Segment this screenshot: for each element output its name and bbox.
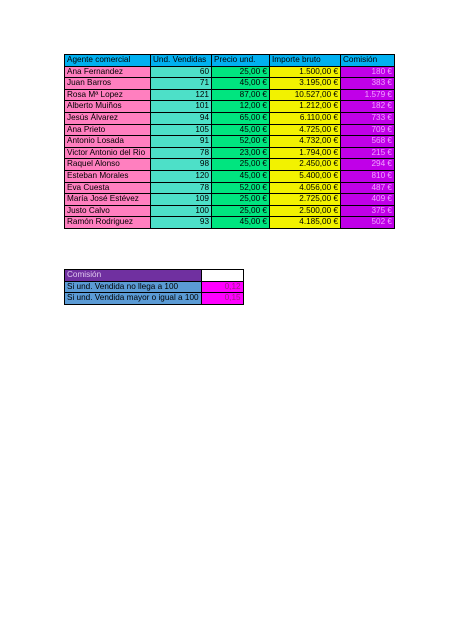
cell-gross[interactable]: 2.725,00 € <box>270 194 341 206</box>
cell-gross[interactable]: 3.195,00 € <box>270 78 341 90</box>
commission-rate-table <box>64 269 244 305</box>
cell-units[interactable]: 78 <box>151 182 212 194</box>
cell-units[interactable]: 78 <box>151 147 212 159</box>
cell-price[interactable]: 25,00 € <box>212 194 270 206</box>
table-row <box>65 170 395 182</box>
commission-rate-row <box>65 293 244 305</box>
cell-commission[interactable]: 733 € <box>341 112 395 124</box>
cell-units[interactable]: 94 <box>151 112 212 124</box>
cell-price[interactable]: 12,00 € <box>212 101 270 113</box>
cell-price[interactable]: 45,00 € <box>212 217 270 229</box>
table-row <box>65 112 395 124</box>
cell-units[interactable]: 60 <box>151 66 212 78</box>
cell-gross[interactable]: 1.794,00 € <box>270 147 341 159</box>
cell-gross[interactable]: 2.500,00 € <box>270 205 341 217</box>
cell-commission[interactable]: 383 € <box>341 78 395 90</box>
cell-units[interactable]: 109 <box>151 194 212 206</box>
cell-agent[interactable]: Raquel Alonso <box>65 159 151 171</box>
cell-commission[interactable]: 215 € <box>341 147 395 159</box>
cell-gross[interactable]: 6.110,00 € <box>270 112 341 124</box>
table-row <box>65 147 395 159</box>
header-commission[interactable]: Comisión <box>341 55 395 67</box>
cell-agent[interactable]: María José Estévez <box>65 194 151 206</box>
rate-label-100-or-more[interactable]: Si und. Vendida mayor o igual a 100 <box>65 293 202 305</box>
cell-agent[interactable]: Ana Fernandez <box>65 66 151 78</box>
cell-commission[interactable]: 182 € <box>341 101 395 113</box>
cell-price[interactable]: 45,00 € <box>212 170 270 182</box>
cell-units[interactable]: 98 <box>151 159 212 171</box>
cell-price[interactable]: 25,00 € <box>212 159 270 171</box>
cell-agent[interactable]: Alberto Muiños <box>65 101 151 113</box>
cell-agent[interactable]: Eva Cuesta <box>65 182 151 194</box>
commission-rate-row <box>65 281 244 293</box>
cell-price[interactable]: 25,00 € <box>212 205 270 217</box>
cell-gross[interactable]: 4.185,00 € <box>270 217 341 229</box>
header-gross[interactable]: Importe bruto <box>270 55 341 67</box>
cell-gross[interactable]: 1.500,00 € <box>270 66 341 78</box>
cell-commission[interactable]: 375 € <box>341 205 395 217</box>
cell-commission[interactable]: 709 € <box>341 124 395 136</box>
cell-price[interactable]: 23,00 € <box>212 147 270 159</box>
cell-commission[interactable]: 810 € <box>341 170 395 182</box>
table-row <box>65 66 395 78</box>
cell-units[interactable]: 100 <box>151 205 212 217</box>
rate-value-below-100[interactable]: 0,12 <box>201 281 243 293</box>
cell-price[interactable]: 52,00 € <box>212 182 270 194</box>
commission-rate-header[interactable]: Comisión <box>65 270 202 282</box>
cell-gross[interactable]: 4.725,00 € <box>270 124 341 136</box>
rate-label-below-100[interactable]: Si und. Vendida no llega a 100 <box>65 281 202 293</box>
cell-price[interactable]: 45,00 € <box>212 124 270 136</box>
cell-gross[interactable]: 1.212,00 € <box>270 101 341 113</box>
commission-rate-header-row <box>65 270 244 282</box>
table-row <box>65 78 395 90</box>
table-row <box>65 194 395 206</box>
cell-agent[interactable]: Juan Barros <box>65 78 151 90</box>
table-row <box>65 101 395 113</box>
table-row <box>65 217 395 229</box>
cell-commission[interactable]: 294 € <box>341 159 395 171</box>
header-agent[interactable]: Agente comercial <box>65 55 151 67</box>
commission-rate-header-blank[interactable] <box>201 270 243 282</box>
cell-units[interactable]: 120 <box>151 170 212 182</box>
header-price[interactable]: Precio und. <box>212 55 270 67</box>
cell-price[interactable]: 45,00 € <box>212 78 270 90</box>
cell-gross[interactable]: 4.056,00 € <box>270 182 341 194</box>
cell-agent[interactable]: Ramón Rodriguez <box>65 217 151 229</box>
cell-commission[interactable]: 1.579 € <box>341 89 395 101</box>
cell-agent[interactable]: Justo Calvo <box>65 205 151 217</box>
cell-gross[interactable]: 10.527,00 € <box>270 89 341 101</box>
cell-commission[interactable]: 487 € <box>341 182 395 194</box>
cell-units[interactable]: 93 <box>151 217 212 229</box>
table-row <box>65 89 395 101</box>
cell-gross[interactable]: 5.400,00 € <box>270 170 341 182</box>
cell-price[interactable]: 25,00 € <box>212 66 270 78</box>
table-row <box>65 205 395 217</box>
cell-commission[interactable]: 502 € <box>341 217 395 229</box>
cell-agent[interactable]: Esteban Morales <box>65 170 151 182</box>
header-units[interactable]: Und. Vendidas <box>151 55 212 67</box>
sales-commission-table <box>64 54 395 229</box>
cell-agent[interactable]: Antonio Losada <box>65 136 151 148</box>
cell-agent[interactable]: Jesús Álvarez <box>65 112 151 124</box>
cell-units[interactable]: 105 <box>151 124 212 136</box>
cell-agent[interactable]: Rosa Mª Lopez <box>65 89 151 101</box>
cell-commission[interactable]: 409 € <box>341 194 395 206</box>
rate-value-100-or-more[interactable]: 0,15 <box>201 293 243 305</box>
header-row <box>65 55 395 67</box>
cell-agent[interactable]: Ana Prieto <box>65 124 151 136</box>
cell-gross[interactable]: 2.450,00 € <box>270 159 341 171</box>
cell-agent[interactable]: Victor Antonio del Rio <box>65 147 151 159</box>
cell-commission[interactable]: 568 € <box>341 136 395 148</box>
cell-gross[interactable]: 4.732,00 € <box>270 136 341 148</box>
cell-units[interactable]: 101 <box>151 101 212 113</box>
cell-units[interactable]: 91 <box>151 136 212 148</box>
table-row <box>65 136 395 148</box>
table-row <box>65 182 395 194</box>
table-body <box>65 66 395 228</box>
cell-units[interactable]: 71 <box>151 78 212 90</box>
cell-price[interactable]: 65,00 € <box>212 112 270 124</box>
cell-commission[interactable]: 180 € <box>341 66 395 78</box>
cell-price[interactable]: 87,00 € <box>212 89 270 101</box>
cell-price[interactable]: 52,00 € <box>212 136 270 148</box>
table-row <box>65 159 395 171</box>
table-row <box>65 124 395 136</box>
cell-units[interactable]: 121 <box>151 89 212 101</box>
